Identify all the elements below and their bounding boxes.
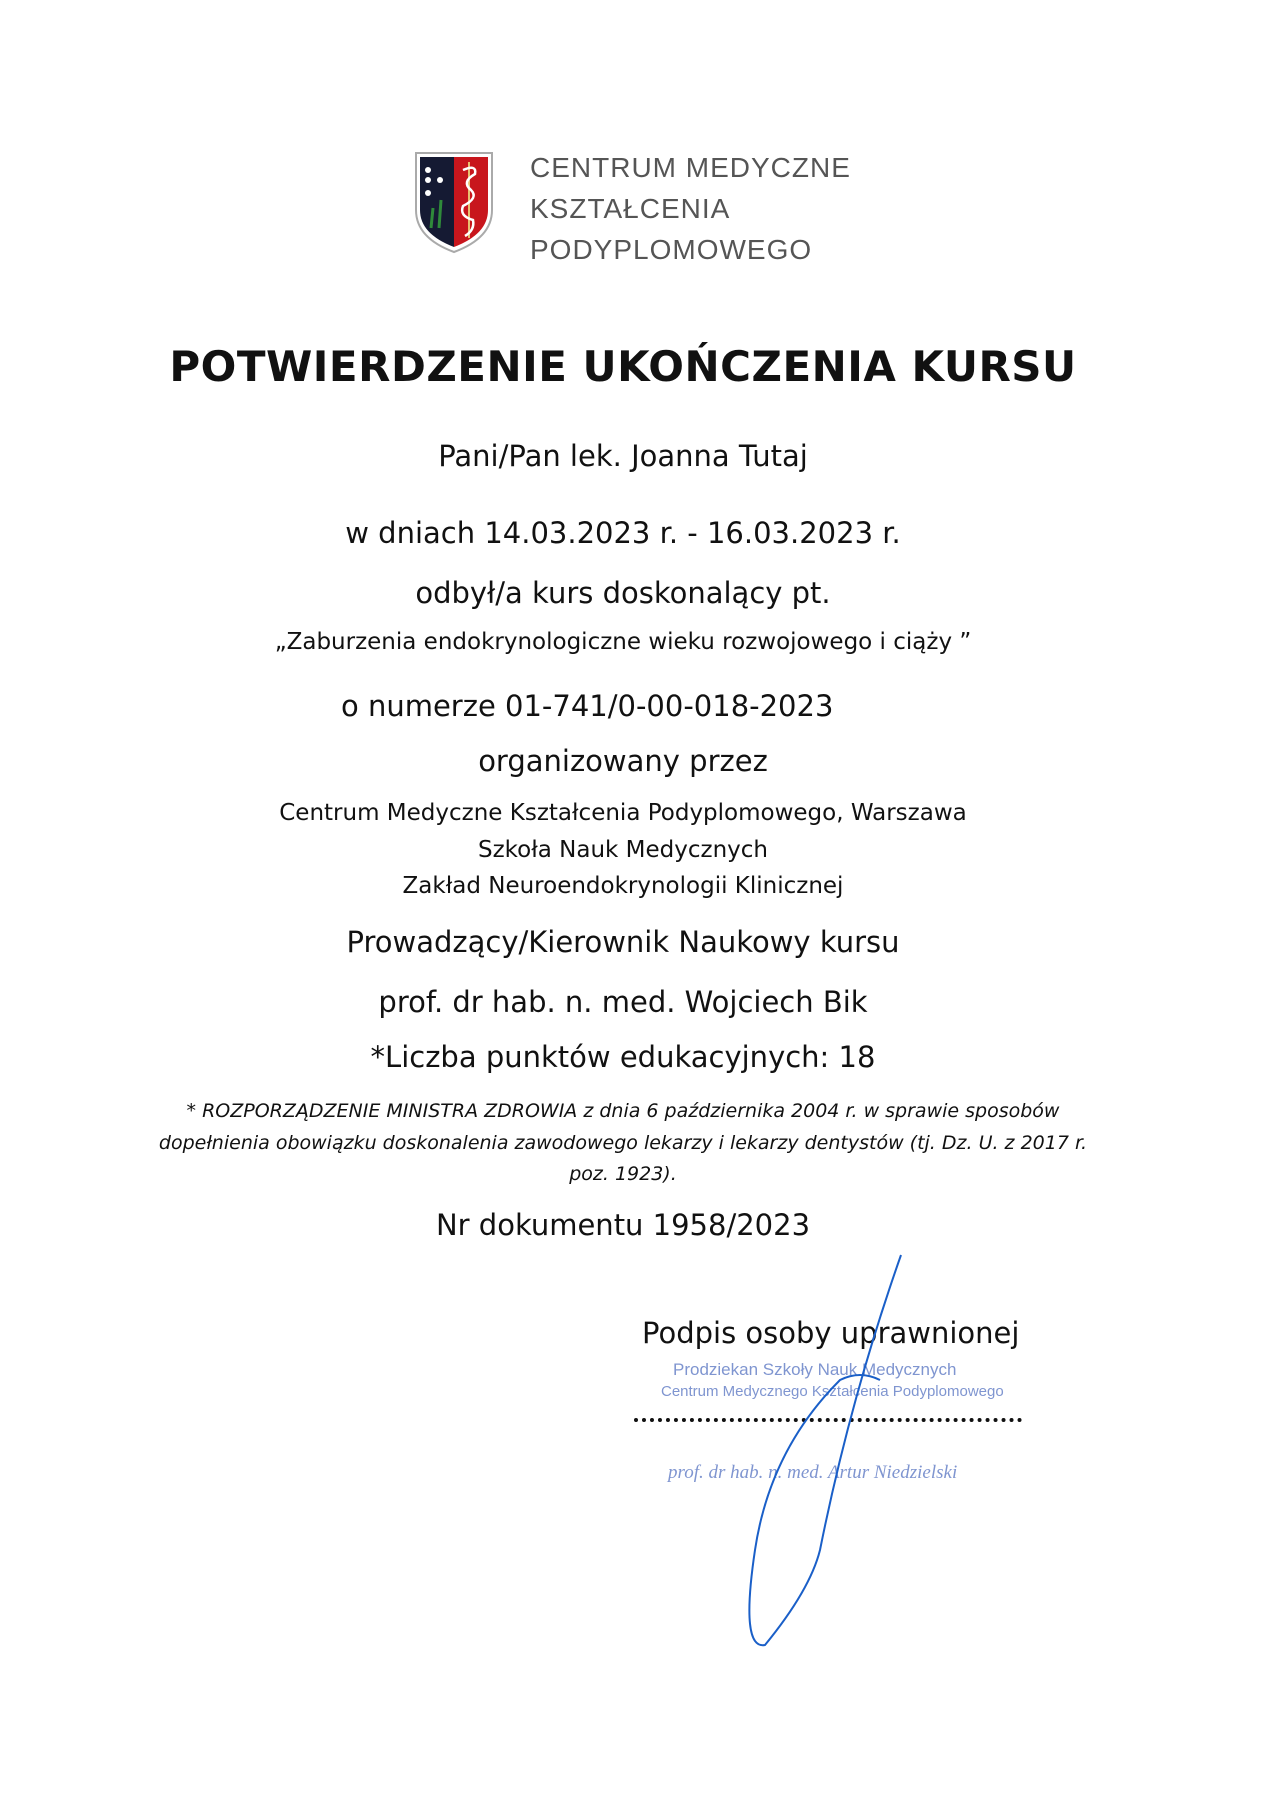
organized-by-label: organizowany przez	[478, 744, 768, 778]
organizer-line: Zakład Neuroendokrynologii Klinicznej	[402, 873, 844, 899]
document-title: POTWIERDZENIE UKOŃCZENIA KURSU	[169, 342, 1077, 391]
footnote-line: poz. 1923).	[569, 1163, 677, 1185]
organizer-line: Centrum Medyczne Kształcenia Podyplomowego, Warszawa	[279, 800, 967, 826]
completion-text: odbył/a kurs doskonalący pt.	[415, 576, 831, 610]
stamp-name: prof. dr hab. n. med. Artur Niedzielski	[668, 1462, 958, 1483]
leader-name: prof. dr hab. n. med. Wojciech Bik	[378, 985, 868, 1019]
stamp-line: Prodziekan Szkoły Nauk Medycznych	[673, 1360, 957, 1379]
organizer-line: Szkoła Nauk Medycznych	[477, 837, 769, 863]
course-dates: w dniach 14.03.2023 r. - 16.03.2023 r.	[345, 516, 901, 550]
footnote-line: * ROZPORZĄDZENIE MINISTRA ZDROWIA z dnia 6 października 2004 r. w sprawie sposobów	[186, 1100, 1060, 1122]
footnote-line: dopełnienia obowiązku doskonalenia zawodowego lekarzy i lekarzy dentystów (tj. Dz. U. z 2017 r.	[158, 1132, 1088, 1154]
document-number: Nr dokumentu 1958/2023	[435, 1208, 811, 1242]
course-number: o numerze 01-741/0-00-018-2023	[341, 689, 834, 723]
education-points: *Liczba punktów edukacyjnych: 18	[370, 1040, 876, 1074]
logo-line: KSZTAŁCENIA	[530, 193, 731, 224]
course-title: „Zaburzenia endokrynologiczne wieku rozwojowego i ciąży ”	[274, 629, 972, 655]
logo-line: PODYPLOMOWEGO	[530, 234, 813, 265]
recipient-name: Pani/Pan lek. Joanna Tutaj	[438, 439, 808, 473]
shield-logo-icon	[413, 150, 495, 254]
stamp-line: Centrum Medycznego Kształcenia Podyplomowego	[661, 1383, 1004, 1400]
logo-line: CENTRUM MEDYCZNE	[530, 152, 851, 183]
signature-label: Podpis osoby uprawnionej	[642, 1316, 1020, 1350]
leader-label: Prowadzący/Kierownik Naukowy kursu	[346, 925, 900, 959]
logo-text	[530, 147, 851, 270]
handwritten-signature	[700, 1250, 920, 1650]
